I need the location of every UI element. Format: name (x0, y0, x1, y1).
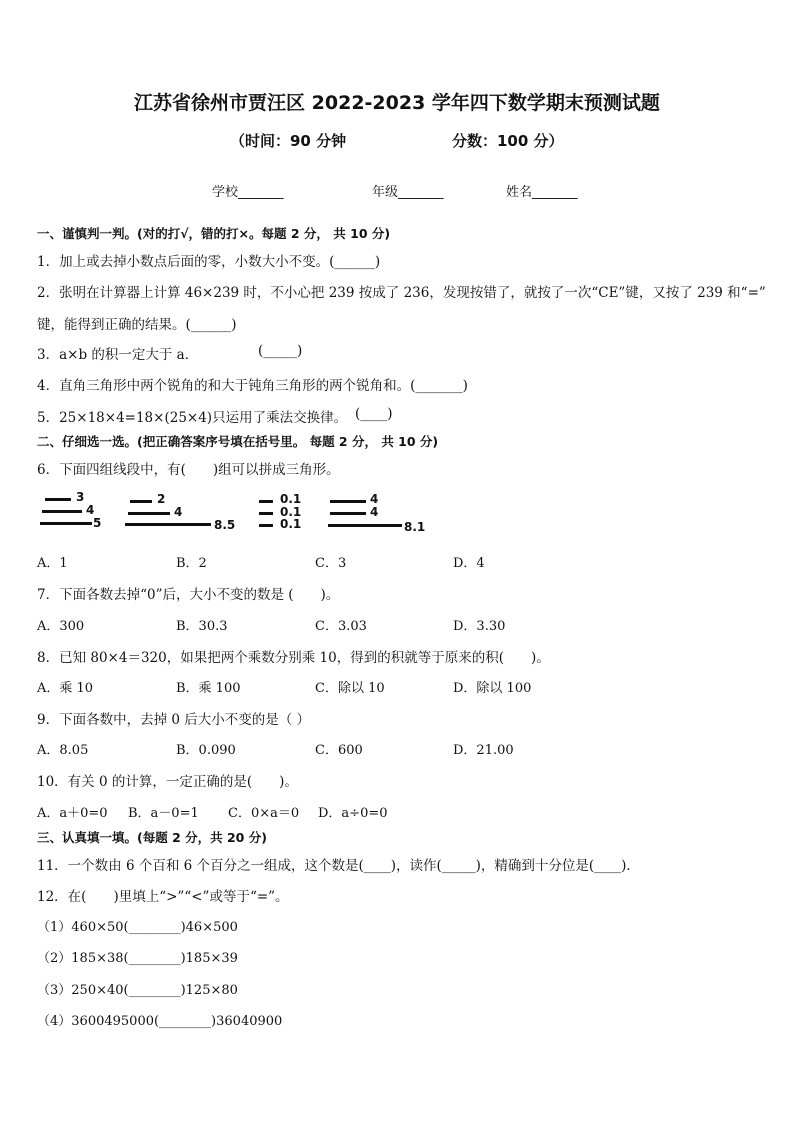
question-6: 6．下面四组线段中，有( )组可以拼成三角形。 (37, 462, 340, 478)
segment-line (40, 522, 92, 525)
segment-line (328, 524, 402, 527)
question-12: 12．在( )里填上“>”“<”或等于“=”。 (37, 889, 289, 905)
segment-label: 4 (86, 503, 95, 517)
q10-option-b: B．a－0=1 (128, 806, 199, 821)
q12-item-3: （3）250×40(________)125×80 (37, 983, 238, 998)
section-2-heading: 二、仔细选一选。(把正确答案序号填在括号里。 每题 2 分， 共 10 分) (37, 434, 439, 449)
segment-label: 4 (370, 505, 379, 519)
exam-time: （时间：90 分钟 (230, 132, 347, 150)
segment-label: 4 (370, 492, 379, 506)
segment-label: 5 (93, 516, 102, 530)
question-7: 7．下面各数去掉“0”后，大小不变的数是 ( )。 (37, 587, 340, 603)
q10-option-a: A．a＋0=0 (37, 806, 108, 821)
segment-label: 4 (174, 505, 183, 519)
q7-option-a: A．300 (37, 619, 85, 634)
q10-option-c: C．0×a＝0 (228, 806, 300, 821)
section-3-heading: 三、认真填一填。(每题 2 分，共 20 分) (37, 830, 267, 845)
question-3: 3．a×b 的积一定大于 a． (37, 347, 199, 363)
segment-label: 8.1 (404, 520, 426, 534)
q6-option-b: B．2 (176, 556, 207, 571)
segment-label: 0.1 (280, 492, 302, 506)
segment-label: 8.5 (214, 518, 236, 532)
q7-option-c: C．3.03 (315, 619, 367, 634)
q12-item-2: （2）185×38(________)185×39 (37, 951, 238, 966)
q10-option-d: D．a÷0=0 (318, 806, 388, 821)
question-2-line-2: 键，能得到正确的结果。(______) (37, 317, 237, 333)
exam-score: 分数：100 分） (452, 132, 564, 150)
grade-field: 年级_______ (372, 185, 444, 200)
q7-option-d: D．3.30 (453, 619, 506, 634)
question-3-blank: (_____) (258, 343, 303, 359)
question-2-line-1: 2．张明在计算器上计算 46×239 时，不小心把 239 按成了 236，发现按错了，就按了一次“CE”键，又按了 239 和“=” (37, 285, 766, 301)
q9-option-d: D．21.00 (453, 743, 514, 758)
school-field: 学校_______ (212, 185, 284, 200)
page-title: 江苏省徐州市贾汪区 2022-2023 学年四下数学期末预测试题 (134, 92, 660, 114)
question-11: 11．一个数由 6 个百和 6 个百分之一组成，这个数是(____)，读作(_____)，精确到十分位是(____)． (37, 858, 640, 874)
segment-label: 2 (157, 492, 166, 506)
question-9: 9．下面各数中，去掉 0 后大小不变的是（ ） (37, 712, 311, 728)
question-4: 4．直角三角形中两个锐角的和大于钝角三角形的两个锐角和。(_______) (37, 378, 468, 394)
question-5: 5．25×18×4=18×(25×4)只运用了乘法交换律。 (37, 410, 348, 426)
q8-option-d: D．除以 100 (453, 681, 532, 696)
segment-line (130, 500, 152, 503)
segment-line (45, 498, 71, 501)
segment-line (128, 512, 170, 515)
segment-label: 3 (76, 490, 85, 504)
q8-option-a: A．乘 10 (37, 681, 94, 696)
q8-option-c: C．除以 10 (315, 681, 385, 696)
question-1: 1．加上或去掉小数点后面的零，小数大小不变。(______) (37, 254, 381, 270)
segment-line (259, 524, 273, 527)
section-1-heading: 一、谨慎判一判。(对的打√，错的打×。每题 2 分， 共 10 分) (37, 226, 391, 241)
q8-option-b: B．乘 100 (176, 681, 241, 696)
q6-option-c: C．3 (315, 556, 347, 571)
segment-line (259, 512, 273, 515)
q9-option-b: B．0.090 (176, 743, 236, 758)
question-5-blank: (____) (355, 406, 393, 422)
segment-line (330, 512, 366, 515)
segment-label: 0.1 (280, 505, 302, 519)
question-8: 8．已知 80×4＝320，如果把两个乘数分别乘 10，得到的积就等于原来的积( )。 (37, 650, 550, 666)
question-10: 10．有关 0 的计算，一定正确的是( )。 (37, 774, 298, 790)
segment-line (42, 510, 82, 513)
name-field: 姓名_______ (506, 185, 578, 200)
q12-item-1: （1）460×50(________)46×500 (37, 920, 238, 935)
segment-line (125, 523, 211, 526)
segment-line (330, 500, 366, 503)
segment-line (259, 500, 273, 503)
q6-option-d: D．4 (453, 556, 485, 571)
q6-option-a: A．1 (37, 556, 68, 571)
q7-option-b: B．30.3 (176, 619, 228, 634)
segment-label: 0.1 (280, 517, 302, 531)
q9-option-c: C．600 (315, 743, 363, 758)
q9-option-a: A．8.05 (37, 743, 89, 758)
q12-item-4: （4）3600495000(________)36040900 (37, 1014, 283, 1029)
